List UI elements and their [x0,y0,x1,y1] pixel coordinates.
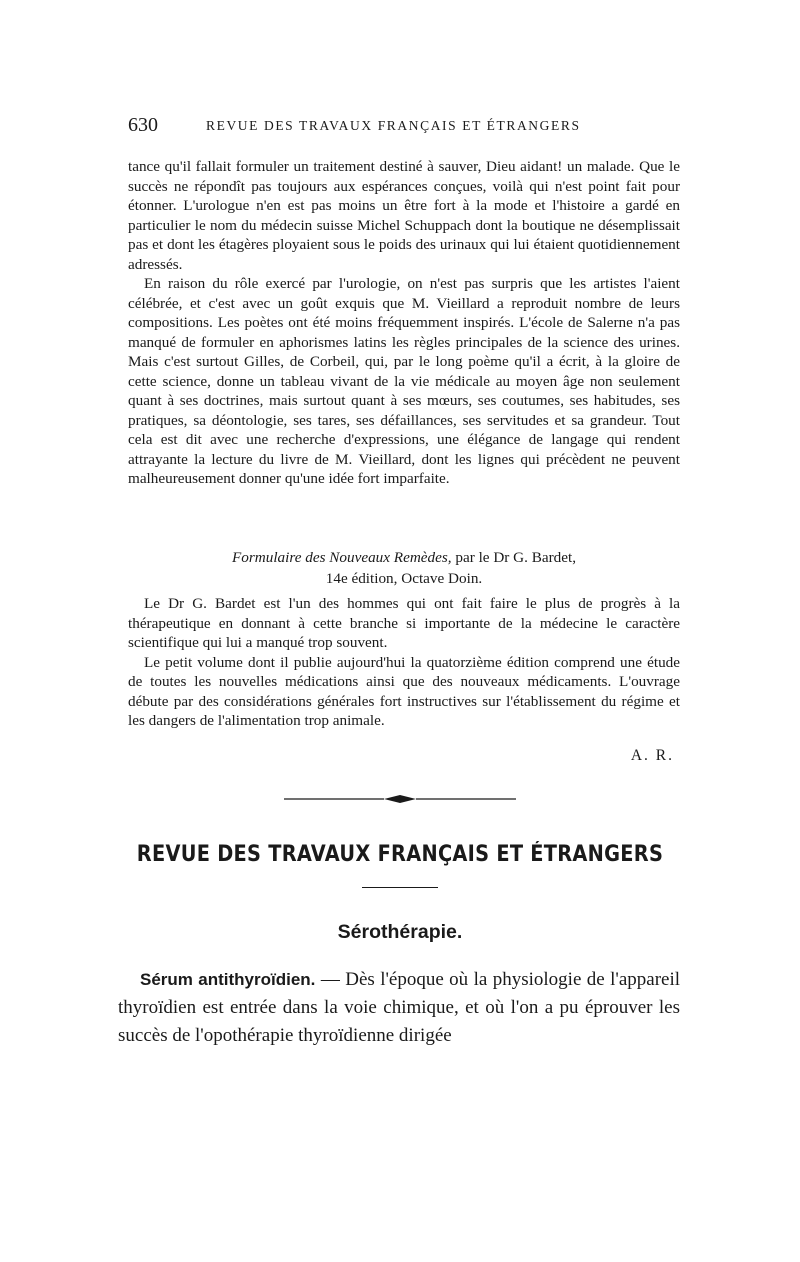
divider [362,887,438,888]
book-title: Formulaire des Nouveaux Remèdes, [231,549,452,566]
running-head: REVUE DES TRAVAUX FRANÇAIS ET ÉTRANGERS [206,118,581,133]
article-text [118,966,680,1050]
paragraph: Le petit volume dont il publie aujourd'hui la quatorzième édition comprend une étude de toutes les nouvelles médications ainsi que des nouveaux médicaments. L'ouvrage débute par des considérations générales fort instructives sur l'établissement du régime et les dangers de l'alimentation trop animale. [128,653,680,729]
section-title: REVUE DES TRAVAUX FRANÇAIS ET ÉTRANGERS [136,842,664,867]
paragraph: tance qu'il fallait formuler un traitement destiné à sauver, Dieu aidant! un malade. Que le succès ne répondît pas toujours aux espérances conçues, voilà qui n'est point fait pour étonner. L'urologue n'en est pas moins un être fort à la mode et l'histoire a gardé en particulier le nom du médecin suisse Michel Schuppach dont la boutique ne désemplissait pas et dont les étagères ployaient sous le poids des urinaux qui lui étaient quotidiennement adressés. [128,158,680,273]
paragraph: En raison du rôle exercé par l'urologie, on n'est pas surpris que les artistes l'aient célébrée, et c'est avec un goût exquis que M. Vieillard a reproduit nombre de leurs compositions. Les poètes ont été moins fréquemment inspirés. L'école de Salerne n'a pas manqué de formuler en aphorismes latins les règles principales de la science des urines. Mais c'est surtout Gilles, de Corbeil, qui, par le long poème qu'il a écrit, à la gloire de cette science, donne un tableau vivant de la vie médicale au moyen âge non seulement quant à ses doctrines, mais surtout quant à ses mœurs, ses coutumes, ses habitudes, ses pratiques, sa déontologie, ses tares, ses défaillances, ses servitudes et sa grandeur. Tout cela est dit avec une recherche d'expressions, une élégance de langage qui rendent attrayante la lecture du livre de M. Vieillard, dont les lignes qui précèdent ne peuvent malheureusement donner qu'une idée fort imparfaite. [128,275,680,487]
page-number: 630 [128,114,158,136]
article-body: — Dès l'époque où la physiologie de l'appareil thyroïdien est entrée dans la voie chimique, et où l'on a pu éprouver les succès de l'opothérapie thyroïdienne dirigée [118,969,681,1046]
article-lead: Sérum antithyroïdien. [140,970,316,989]
book-author: par le Dr G. Bardet, [451,549,577,566]
signature: A. R. [630,747,674,764]
paragraph: Le Dr G. Bardet est l'un des hommes qui ont fait faire le plus de progrès à la thérapeutique en donnant à cette branche si importante de la médecine le caractère scientifique qui lui a manqué trop souvent. [128,595,680,651]
diamond-rule-ornament [284,792,516,806]
section-subtitle: Sérothérapie. [337,921,463,943]
book-edition: 14e édition, Octave Doin. [325,570,483,587]
book-reference [128,547,680,589]
review-urology-text [128,157,680,489]
review-formulaire-text [128,594,680,731]
